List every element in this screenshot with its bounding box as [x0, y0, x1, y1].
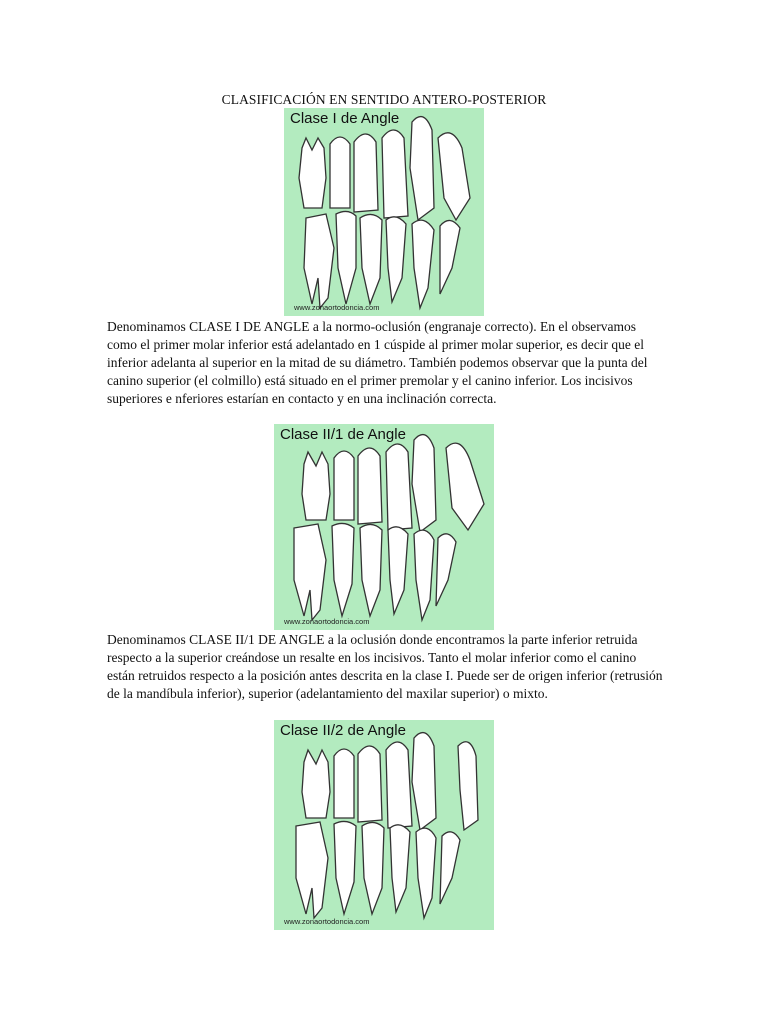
figure-credit: www.zonaortodoncia.com — [284, 617, 370, 626]
page-title: CLASIFICACIÓN EN SENTIDO ANTERO-POSTERIOR — [221, 92, 547, 107]
clase-1-figure — [284, 108, 484, 316]
clase-2-2-figure — [274, 720, 494, 930]
paragraph-clase-2-1: Denominamos CLASE II/1 DE ANGLE a la oclusión donde encontramos la parte inferior retruida respecto a la superior creándose un resalte en los incisivos. Tanto el molar inferior como el canino están retruidos respecto a la posición antes descrita en la clase I. Puede ser de origen inferior (retrusión de la mandíbula inferior), superior (adelantamiento del maxilar superior) o mixto. — [107, 632, 663, 701]
teeth-diagram-clase-1 — [284, 108, 484, 316]
clase-2-1-figure — [274, 424, 494, 630]
figure-credit: www.zonaortodoncia.com — [284, 917, 370, 926]
figure-label: Clase I de Angle — [290, 110, 400, 127]
figure-credit: www.zonaortodoncia.com — [294, 303, 380, 312]
paragraph-clase-1: Denominamos CLASE I DE ANGLE a la normo-oclusión (engranaje correcto). En el observamos como el primer molar inferior está adelantado en 1 cúspide al primer molar superior, es decir que el inferior adelanta al superior en la mitad de su diámetro. También podemos observar que la punta del canino superior (el colmillo) está situado en el primer premolar y el canino inferior. Los incisivos superiores e nferiores estarían en contacto y en una inclinación correcta. — [107, 319, 648, 406]
figure-label: Clase II/1 de Angle — [280, 426, 406, 443]
teeth-diagram-clase-2-2 — [274, 720, 494, 930]
teeth-diagram-clase-2-1 — [274, 424, 494, 630]
figure-label: Clase II/2 de Angle — [280, 722, 406, 739]
